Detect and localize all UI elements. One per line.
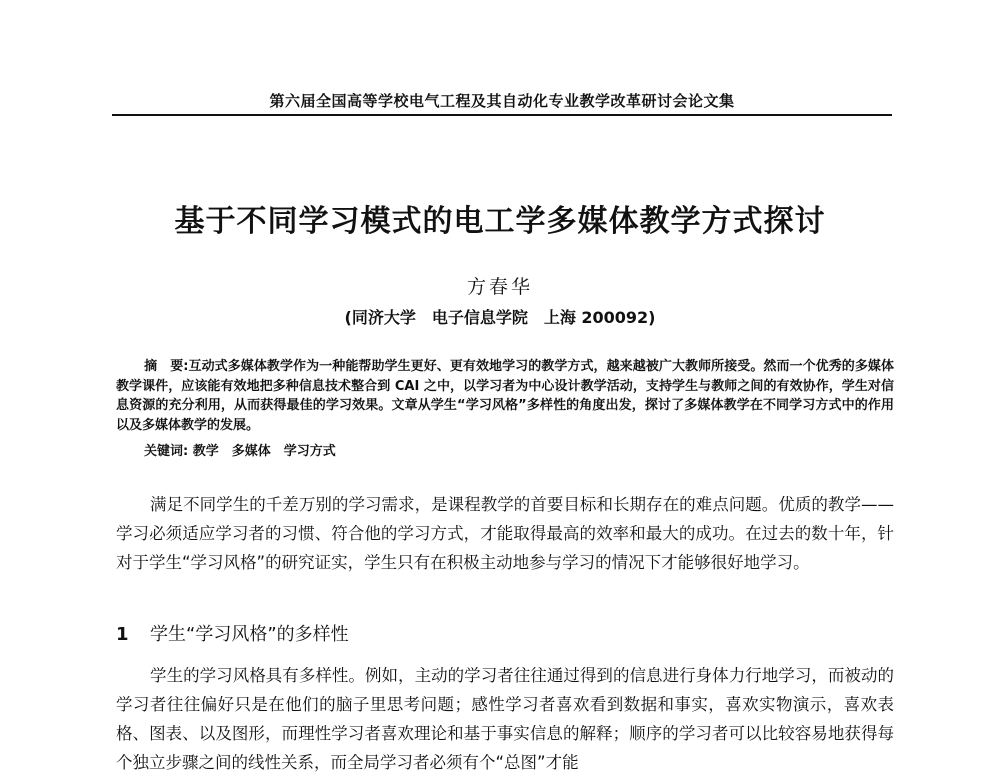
- paper-title: 基于不同学习模式的电工学多媒体教学方式探讨: [174, 204, 826, 239]
- keywords-label: 关键词:: [144, 444, 189, 459]
- abstract-text: 互动式多媒体教学作为一种能帮助学生更好、更有效地学习的教学方式，越来越被广大教师所接受。然而一个优秀的多媒体教学课件，应该能有效地把多种信息技术整合到 CAI 之中，以学习者为中心设计教学活动，支持学生与教师之间的有效协作，学生对信息资源的充分利用，从而获得最佳的学习效果。文章从学生“学习风格”多样性的角度出发，探讨了多媒体教学在不同学习方式中的作用以及多媒体教学的发展。: [116, 359, 894, 433]
- section-heading: [116, 620, 894, 646]
- paragraph-text: 满足不同学生的千差万别的学习需求，是课程教学的首要目标和长期存在的难点问题。优质的教学——学习必须适应学习者的习惯、符合他的学习方式，才能取得最高的效率和最大的成功。在过去的数十年，针对于学生“学习风格”的研究证实，学生只有在积极主动地参与学习的情况下才能够很好地学习。: [116, 495, 894, 572]
- keywords-terms: 教学 多媒体 学习方式: [192, 444, 336, 459]
- running-head: 第六届全国高等学校电气工程及其自动化专业教学改革研讨会论文集: [269, 92, 735, 110]
- section-title: 学生“学习风格”的多样性: [150, 624, 349, 645]
- abstract: [116, 357, 894, 435]
- header-rule: [112, 114, 892, 116]
- keywords: [144, 440, 884, 459]
- paragraph-text: 学生的学习风格具有多样性。例如，主动的学习者往往通过得到的信息进行身体力行地学习，而被动的学习者往往偏好只是在他们的脑子里思考问题；感性学习者喜欢看到数据和事实，喜欢实物演示，喜欢表格、图表、以及图形，而理性学习者喜欢理论和基于事实信息的解释；顺序的学习者可以比较容易地获得每个独立步骤之间的线性关系，而全局学习者必须有个“总图”才能: [116, 666, 894, 772]
- section-number: 1: [116, 624, 129, 645]
- body-paragraph: [116, 490, 894, 577]
- author-affiliation: (同济大学 电子信息学院 上海 200092): [344, 308, 656, 327]
- author-name: 方春华: [466, 276, 533, 298]
- abstract-label: 摘 要:: [144, 359, 189, 374]
